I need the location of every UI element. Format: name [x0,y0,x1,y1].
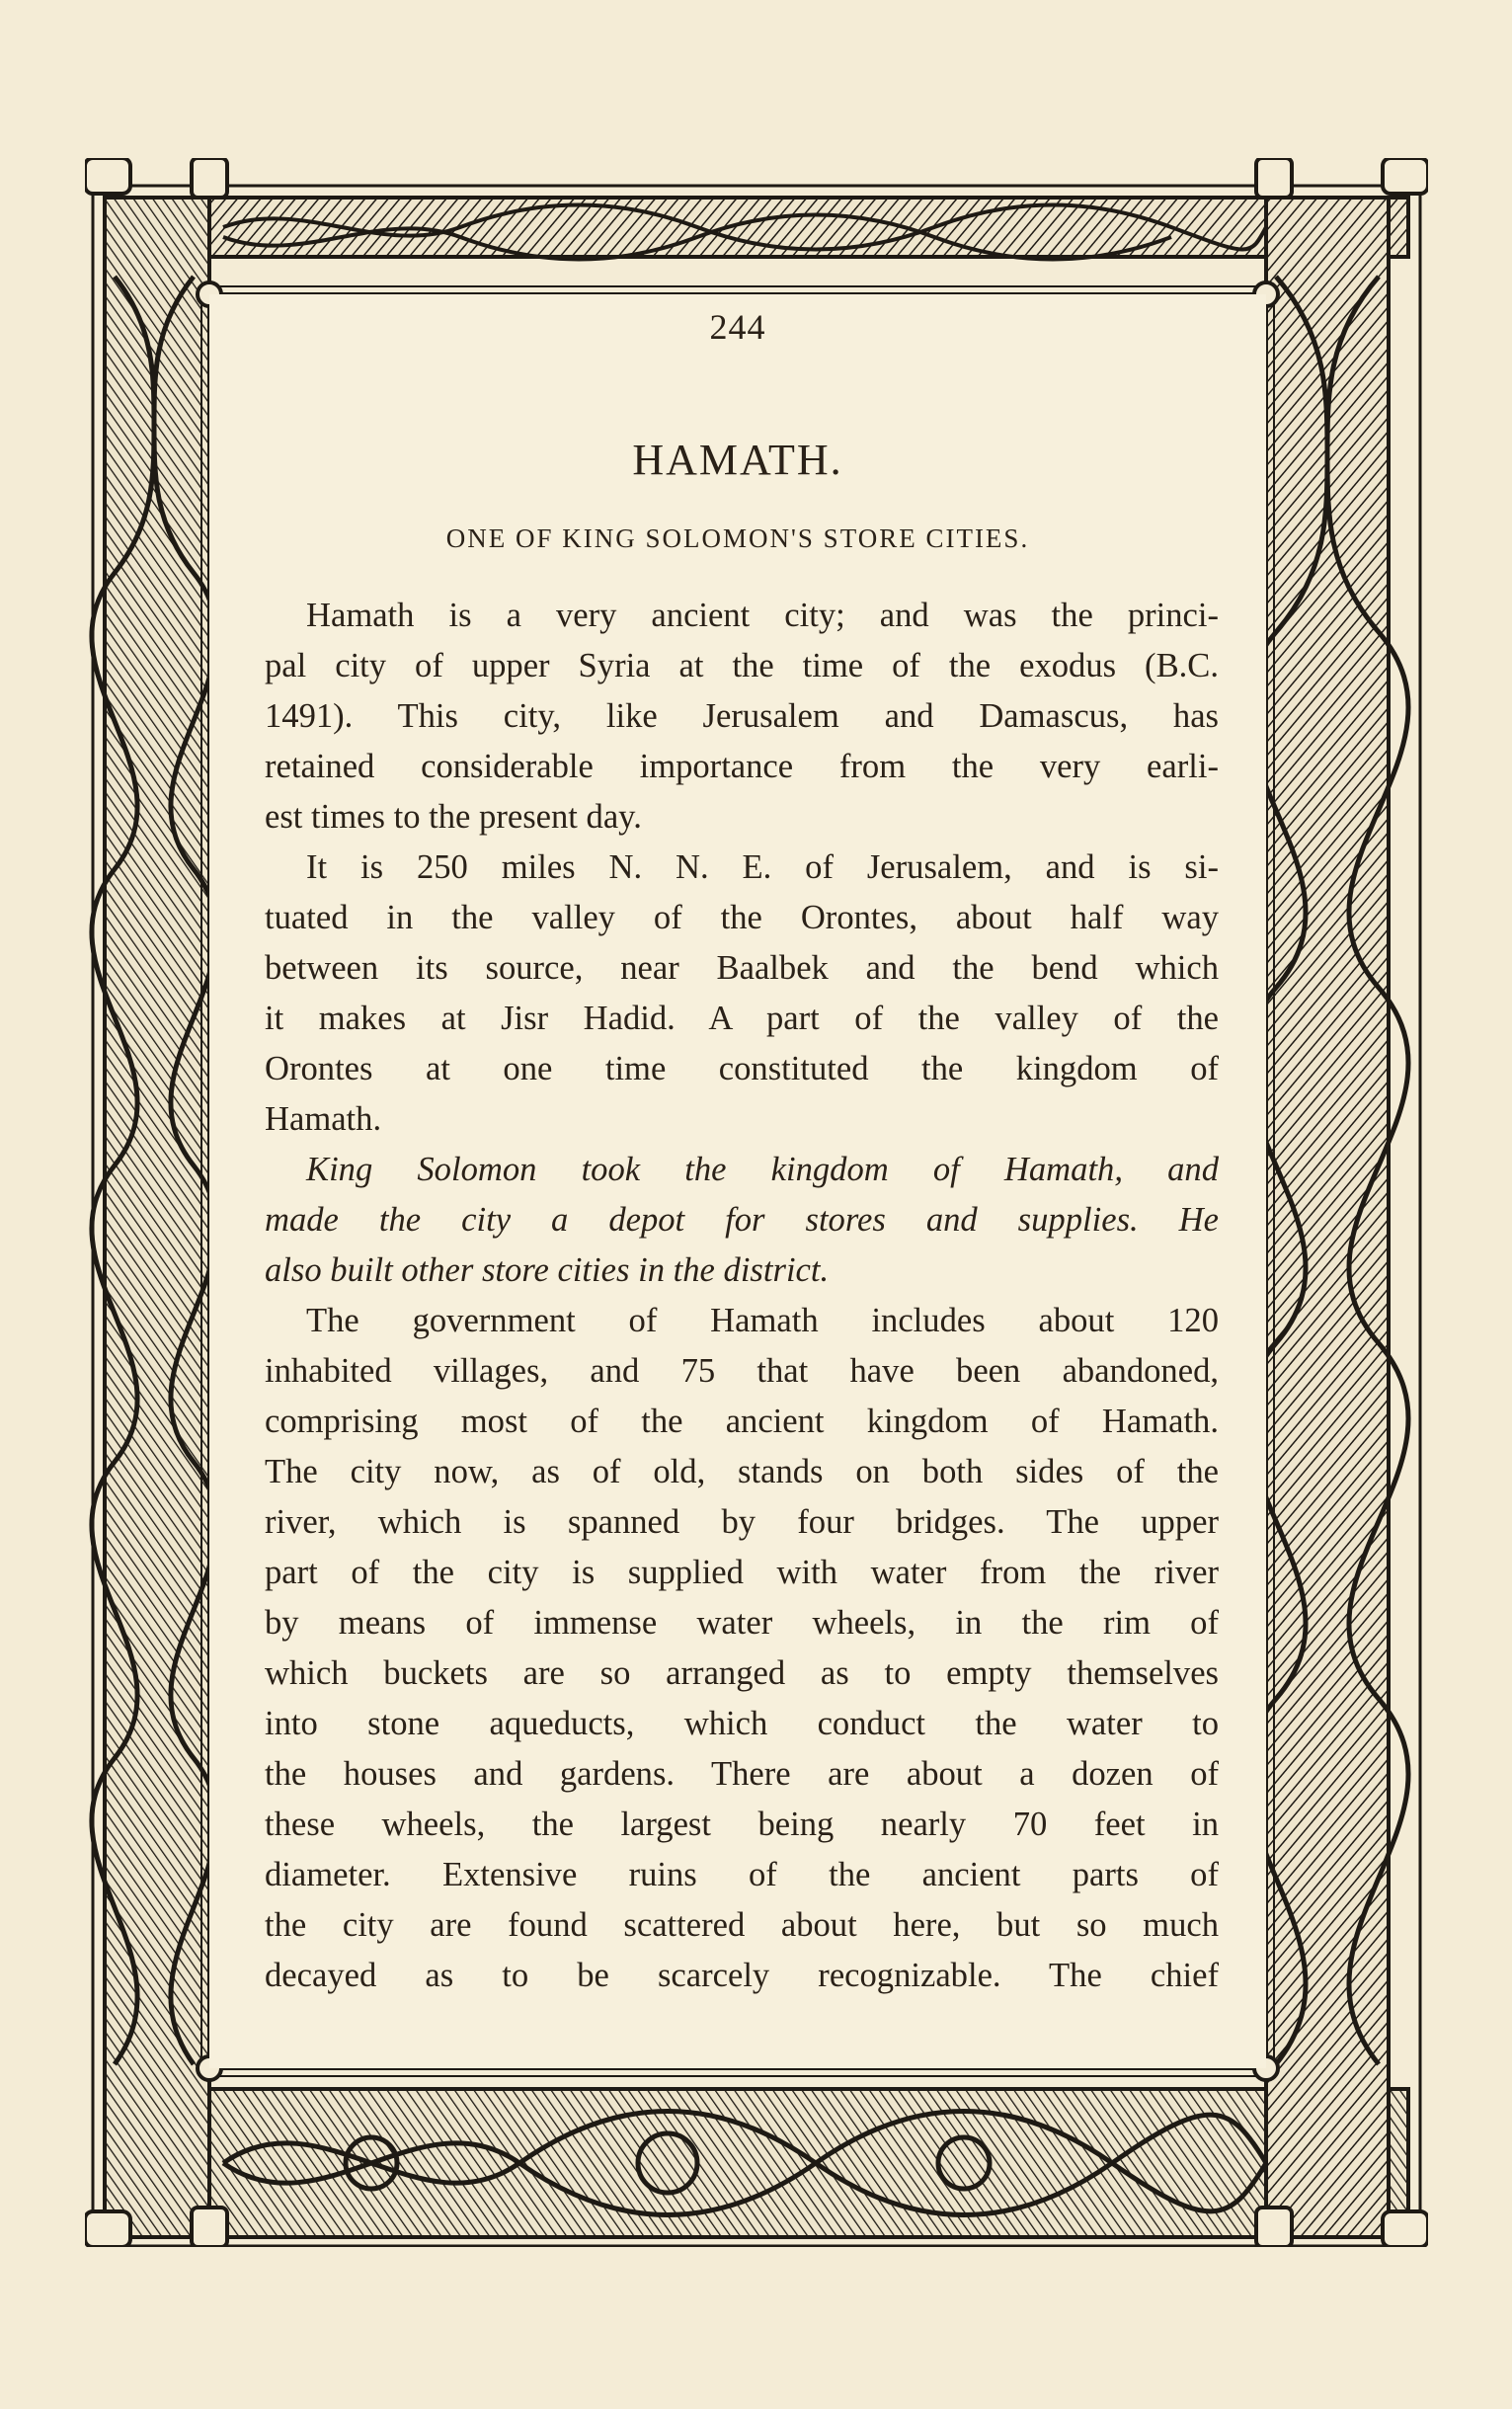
text-line: The government of Hamath includes about 120 [306,1302,1219,1339]
text-panel [209,294,1266,2068]
text-line: inhabited villages, and 75 that have been abandoned, [265,1352,1219,1390]
text-line: Hamath. [265,1100,382,1138]
paragraph-3 [265,1145,1219,1296]
text-line: Hamath is a very ancient city; and was the princi- [306,597,1219,634]
text-line: it makes at Jisr Hadid. A part of the valley of the [265,1000,1219,1037]
text-line: It is 250 miles N. N. E. of Jerusalem, and is si- [306,848,1219,886]
body-text [265,591,1219,2001]
text-line: river, which is spanned by four bridges. The upper [265,1503,1219,1541]
text-line: diameter. Extensive ruins of the ancient parts of [265,1856,1219,1893]
chapter-title: HAMATH. [632,436,843,484]
text-line: the city are found scattered about here, but so much [265,1906,1219,1944]
text-line: pal city of upper Syria at the time of the exodus (B.C. [265,647,1219,684]
text-line: by means of immense water wheels, in the rim of [265,1604,1219,1642]
text-line: retained considerable importance from the very earli- [265,748,1219,785]
text-line: Orontes at one time constituted the kingdom of [265,1050,1219,1087]
text-line: comprising most of the ancient kingdom of Hamath. [265,1403,1219,1440]
text-line: tuated in the valley of the Orontes, about half way [265,899,1219,936]
text-line: part of the city is supplied with water from the river [265,1554,1219,1591]
paragraph-4 [265,1296,1219,2001]
text-line: King Solomon took the kingdom of Hamath, and [306,1151,1219,1188]
text-line: est times to the present day. [265,798,642,836]
text-line: The city now, as of old, stands on both sides of the [265,1453,1219,1490]
text-line: made the city a depot for stores and supplies. He [265,1201,1219,1239]
text-line: decayed as to be scarcely recognizable. The chief [265,1957,1219,1994]
text-line: 1491). This city, like Jerusalem and Damascus, has [265,697,1219,735]
paragraph-1 [265,591,1219,843]
text-line: into stone aqueducts, which conduct the water to [265,1705,1219,1742]
text-line: which buckets are so arranged as to empty themselves [265,1654,1219,1692]
text-line: the houses and gardens. There are about a dozen of [265,1755,1219,1793]
text-line: these wheels, the largest being nearly 70 feet in [265,1806,1219,1843]
chapter-subtitle: ONE OF KING SOLOMON'S STORE CITIES. [445,523,1030,553]
text-line: between its source, near Baalbek and the bend which [265,949,1219,987]
page-number: 244 [709,307,766,347]
text-line: also built other store cities in the district. [265,1251,830,1289]
paragraph-2 [265,843,1219,1145]
